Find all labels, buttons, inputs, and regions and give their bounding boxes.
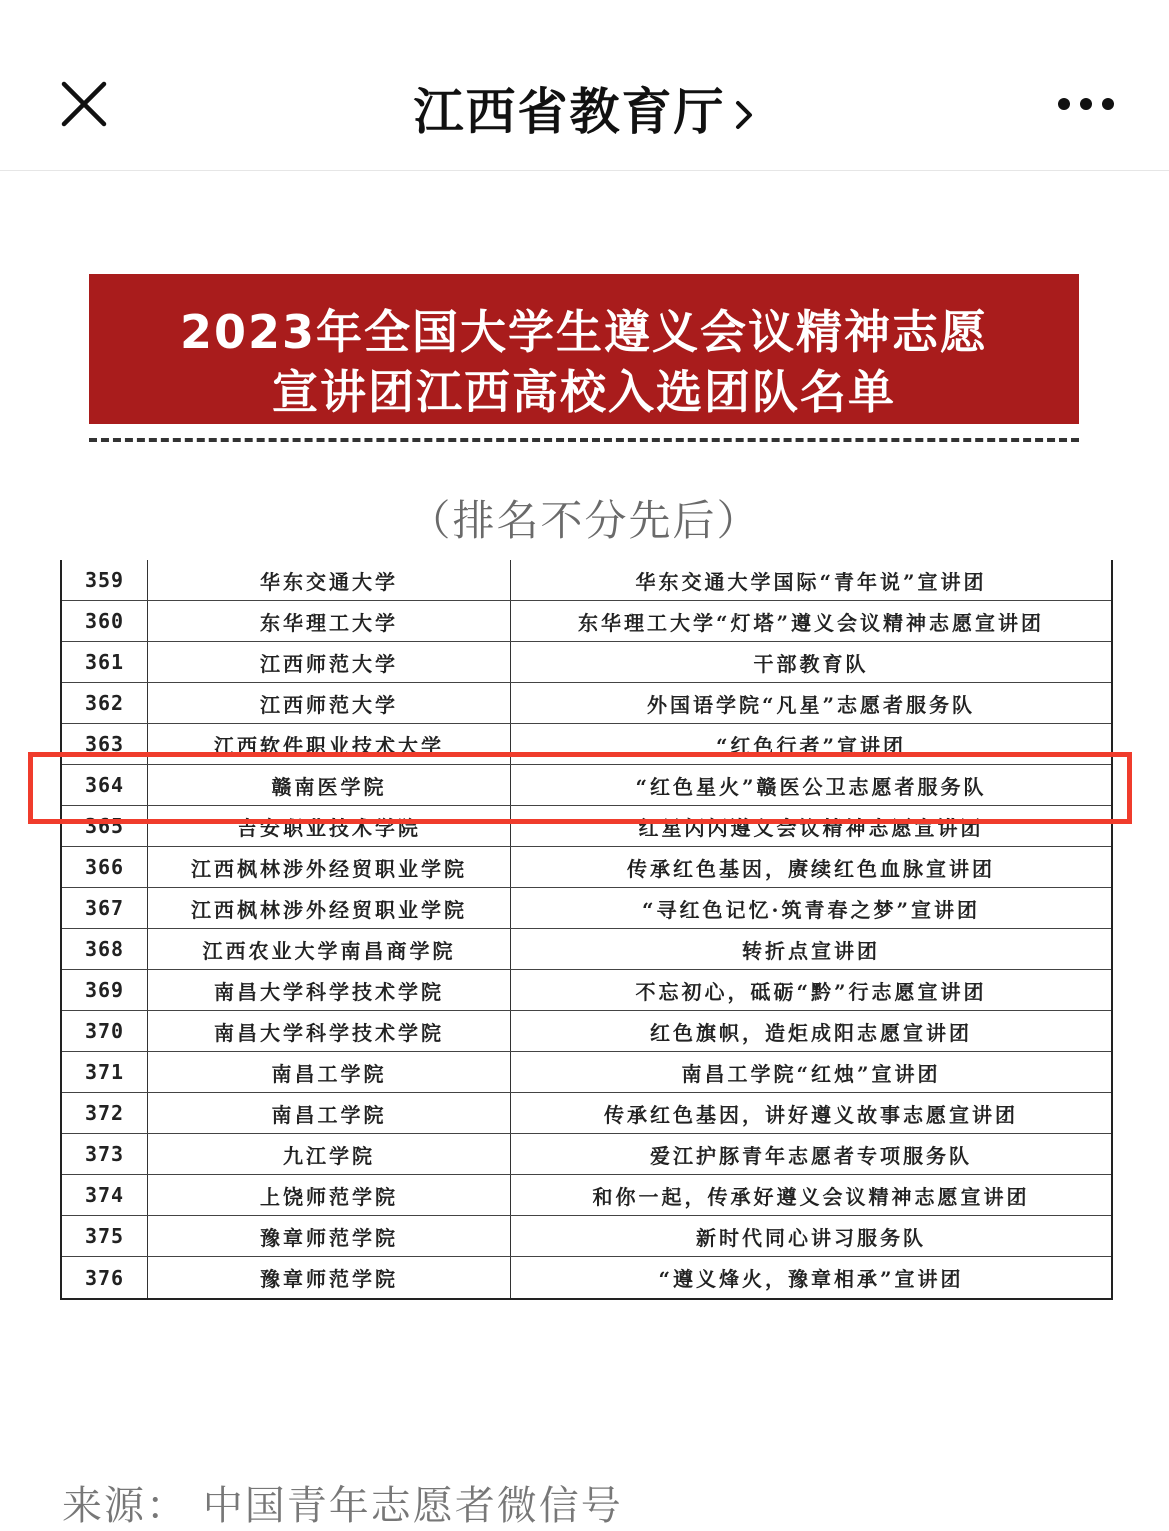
team-name: “遵义烽火，豫章相承”宣讲团	[658, 1267, 964, 1291]
row-number: 367	[62, 888, 148, 928]
row-number: 359	[62, 560, 148, 600]
table-row	[62, 847, 1111, 888]
team-name: 和你一起，传承好遵义会议精神志愿宣讲团	[592, 1184, 1030, 1209]
table-row	[62, 765, 1111, 806]
row-number: 365	[62, 806, 148, 846]
table-row	[62, 1093, 1111, 1134]
table-row	[62, 1257, 1111, 1298]
school-name: 江西软件职业技术大学	[148, 724, 511, 764]
table-row	[62, 1011, 1111, 1052]
team-name: 南昌工学院“红烛”宣讲团	[681, 1061, 941, 1086]
team-name: 新时代同心讲习服务队	[696, 1225, 926, 1250]
row-number: 369	[62, 970, 148, 1010]
banner-title-line1: 2023年全国大学生遵义会议精神志愿	[179, 305, 989, 359]
table-row	[62, 642, 1111, 683]
school-name: 江西枫林涉外经贸职业学院	[148, 888, 511, 928]
row-number: 361	[62, 642, 148, 682]
top-navigation-bar	[0, 0, 1169, 171]
row-number: 368	[62, 929, 148, 969]
table-row	[62, 929, 1111, 970]
row-number: 371	[62, 1052, 148, 1092]
school-name: 吉安职业技术学院	[148, 806, 511, 846]
team-name: 东华理工大学“灯塔”遵义会议精神志愿宣讲团	[577, 610, 1044, 635]
row-number: 373	[62, 1134, 148, 1174]
team-name: 不忘初心，砥砺“黔”行志愿宣讲团	[635, 979, 987, 1004]
school-name: 江西农业大学南昌商学院	[148, 929, 511, 969]
table-row	[62, 806, 1111, 847]
banner-title-line2: 宣讲团江西高校入选团队名单	[272, 365, 896, 419]
table-row	[62, 1052, 1111, 1093]
table-row	[62, 888, 1111, 929]
school-name: 上饶师范学院	[148, 1175, 511, 1215]
school-name: 豫章师范学院	[148, 1257, 511, 1298]
table-row	[62, 1216, 1111, 1257]
row-number: 366	[62, 847, 148, 887]
table-row	[62, 1134, 1111, 1175]
table-row	[62, 601, 1111, 642]
more-options-button[interactable]	[1054, 92, 1118, 116]
row-number: 360	[62, 601, 148, 641]
team-name: 干部教育队	[753, 651, 869, 676]
school-name: 华东交通大学	[148, 560, 511, 600]
school-name: 江西枫林涉外经贸职业学院	[148, 847, 511, 887]
table-row	[62, 1175, 1111, 1216]
team-name: “红色行者”宣讲团	[715, 733, 906, 758]
school-name: 九江学院	[148, 1134, 511, 1174]
table-row	[62, 560, 1111, 601]
team-name: 红星闪闪遵义会议精神志愿宣讲团	[638, 815, 984, 840]
team-name: 外国语学院“凡星”志愿者服务队	[646, 692, 975, 717]
team-name: 爱江护豚青年志愿者专项服务队	[650, 1143, 972, 1168]
dashed-divider	[89, 438, 1079, 442]
school-name: 赣南医学院	[148, 765, 511, 805]
row-number: 374	[62, 1175, 148, 1215]
school-name: 江西师范大学	[148, 642, 511, 682]
row-number: 372	[62, 1093, 148, 1133]
chevron-right-icon	[734, 87, 756, 145]
row-number: 362	[62, 683, 148, 723]
school-name: 南昌大学科学技术学院	[148, 1011, 511, 1051]
school-name: 江西师范大学	[148, 683, 511, 723]
table-row	[62, 970, 1111, 1011]
table-row	[62, 724, 1111, 765]
row-number: 370	[62, 1011, 148, 1051]
row-number: 376	[62, 1257, 148, 1298]
team-name: 传承红色基因，讲好遵义故事志愿宣讲团	[604, 1102, 1018, 1127]
row-number: 363	[62, 724, 148, 764]
team-name: 转折点宣讲团	[742, 938, 880, 963]
more-horizontal-icon	[1054, 92, 1118, 116]
school-name: 南昌大学科学技术学院	[148, 970, 511, 1010]
row-number: 375	[62, 1216, 148, 1256]
school-name: 南昌工学院	[148, 1093, 511, 1133]
school-name: 南昌工学院	[148, 1052, 511, 1092]
school-name: 豫章师范学院	[148, 1216, 511, 1256]
school-name: 东华理工大学	[148, 601, 511, 641]
title-banner	[89, 274, 1079, 424]
account-title: 江西省教育厅	[413, 83, 726, 141]
team-name: “寻红色记忆·筑青春之梦”宣讲团	[642, 897, 980, 922]
team-list-table	[60, 560, 1113, 1300]
team-name: 华东交通大学国际“青年说”宣讲团	[635, 569, 987, 594]
source-footer: 来源： 中国青年志愿者微信号	[62, 1483, 623, 1529]
table-row	[62, 683, 1111, 724]
row-number: 364	[62, 765, 148, 805]
ranking-note: （排名不分先后）	[408, 496, 761, 545]
team-name: 红色旗帜，造炬成阳志愿宣讲团	[650, 1020, 972, 1045]
team-name: 传承红色基因，赓续红色血脉宣讲团	[627, 856, 995, 881]
team-name: “红色星火”赣医公卫志愿者服务队	[635, 774, 987, 799]
account-title-link[interactable]	[0, 72, 1169, 145]
